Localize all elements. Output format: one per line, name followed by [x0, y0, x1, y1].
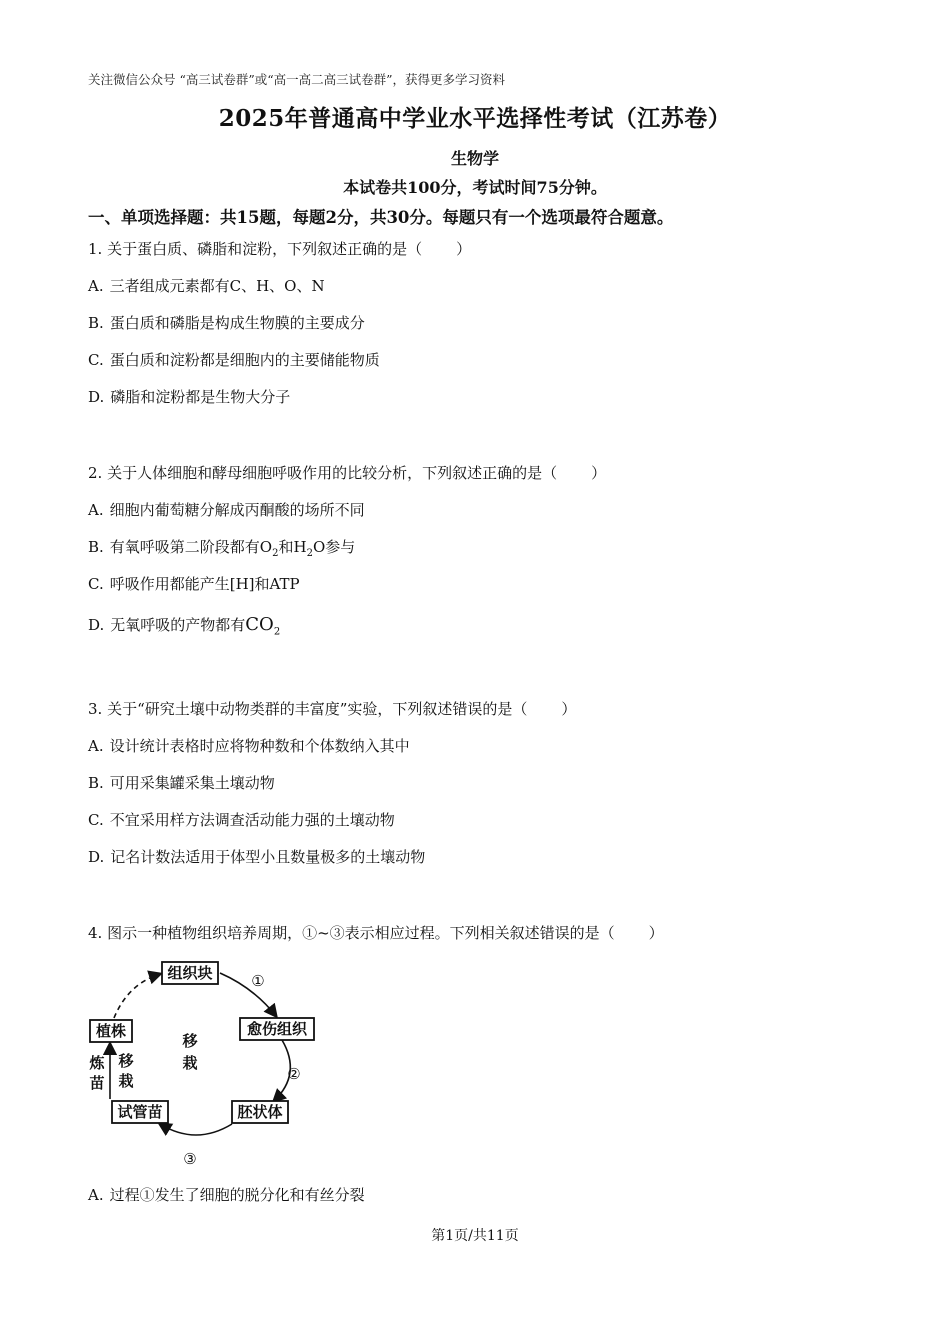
question-stem-text: 3. 关于“研究土壤中动物类群的丰富度”实验，下列叙述错误的是（: [88, 700, 528, 718]
question-stem-end: ）: [591, 464, 607, 482]
question-2-option-a: [88, 499, 365, 520]
question-stem-end: ）: [561, 700, 577, 718]
option-label: A.: [88, 1186, 104, 1204]
option-text: 和H: [278, 538, 307, 556]
option-text: 蛋白质和磷脂是构成生物膜的主要成分: [109, 314, 365, 332]
question-2-option-b: [88, 536, 355, 559]
option-text: 可用采集罐采集土壤动物: [109, 774, 275, 792]
option-text: 设计统计表格时应将物种数和个体数纳入其中: [109, 737, 410, 755]
question-stem-text: 1. 关于蛋白质、磷脂和淀粉，下列叙述正确的是（: [88, 240, 423, 258]
option-text: O参与: [312, 538, 356, 556]
question-1-option-b: [88, 312, 365, 333]
question-1-option-c: [88, 349, 380, 370]
option-label: A.: [88, 277, 104, 295]
option-label: A.: [88, 501, 104, 519]
question-stem-end: ）: [648, 924, 664, 942]
step-label-3: ③: [183, 1152, 197, 1168]
arrow-step-3: [160, 1124, 232, 1135]
option-text: 不宜采用样方法调查活动能力强的土壤动物: [109, 811, 395, 829]
option-text: 磷脂和淀粉都是生物大分子: [110, 388, 291, 406]
question-3-option-b: [88, 772, 275, 793]
question-1-option-d: [88, 386, 290, 407]
option-label: B.: [88, 538, 104, 556]
co2-formula: [245, 614, 281, 638]
step-label-1: ①: [251, 974, 265, 990]
question-stem-text: 4. 图示一种植物组织培养周期，①~③表示相应过程。下列相关叙述错误的是（: [88, 924, 615, 942]
option-label: C.: [88, 575, 104, 593]
option-text: 有氧呼吸第二阶段都有O: [109, 538, 273, 556]
tissue-culture-diagram: [86, 958, 326, 1174]
exam-title: 2025年普通高中学业水平选择性考试（江苏卷）: [218, 105, 732, 132]
question-4-option-a: [88, 1184, 365, 1205]
center-label-bottom: 栽: [182, 1056, 198, 1072]
option-label: A.: [88, 737, 104, 755]
question-1-stem: [88, 238, 471, 259]
question-2-option-c: [88, 573, 300, 594]
question-3-option-a: [88, 735, 410, 756]
question-2-stem: [88, 462, 606, 483]
arrow-step-1: [220, 973, 276, 1016]
option-label: D.: [88, 616, 105, 634]
option-label: D.: [88, 388, 105, 406]
question-stem-end: ）: [456, 240, 472, 258]
subscript: 2: [272, 548, 279, 559]
option-label: B.: [88, 774, 104, 792]
option-text: 记名计数法适用于体型小且数量极多的土壤动物: [110, 848, 426, 866]
center-label-top: 移: [182, 1034, 198, 1050]
option-text: 三者组成元素都有C、H、O、N: [109, 277, 325, 295]
question-1-option-a: [88, 275, 325, 296]
question-3-option-d: [88, 846, 425, 867]
option-text: 无氧呼吸的产物都有: [110, 616, 246, 634]
question-3-stem: [88, 698, 576, 719]
option-label: D.: [88, 848, 105, 866]
option-text: 过程①发生了细胞的脱分化和有丝分裂: [109, 1186, 365, 1204]
question-4-stem: [88, 922, 664, 943]
left-label-harden-top: 炼: [89, 1056, 105, 1072]
arrow-dashed-return: [114, 974, 160, 1018]
node-callus: 愈伤组织: [246, 1022, 308, 1038]
node-plant: 植株: [95, 1024, 127, 1040]
left-label-transplant-bottom: 栽: [118, 1074, 134, 1090]
question-stem-text: 2. 关于人体细胞和酵母细胞呼吸作用的比较分析，下列叙述正确的是（: [88, 464, 558, 482]
left-label-harden-bottom: 苗: [89, 1076, 105, 1092]
page-footer: 第1页/共11页: [431, 1228, 519, 1244]
node-embryoid: 胚状体: [237, 1105, 283, 1121]
option-text: 细胞内葡萄糖分解成丙酮酸的场所不同: [109, 501, 365, 519]
subscript: 2: [273, 626, 281, 638]
option-label: C.: [88, 811, 104, 829]
option-label: C.: [88, 351, 104, 369]
left-label-transplant-top: 移: [118, 1054, 134, 1070]
top-note: 关注微信公众号 “高三试卷群”或“高一高二高三试卷群”，获得更多学习资料: [88, 72, 506, 87]
exam-info: 本试卷共100分，考试时间75分钟。: [343, 178, 607, 197]
node-test-tube-seedling: 试管苗: [117, 1105, 163, 1121]
node-tissue-block: 组织块: [167, 966, 213, 982]
question-3-option-c: [88, 809, 395, 830]
option-label: B.: [88, 314, 104, 332]
option-text: 蛋白质和淀粉都是细胞内的主要储能物质: [109, 351, 380, 369]
section-heading: 一、单项选择题：共15题，每题2分，共30分。每题只有一个选项最符合题意。: [88, 208, 674, 227]
subject-heading: 生物学: [450, 149, 499, 168]
formula-text: CO: [245, 614, 274, 635]
option-text: 呼吸作用都能产生[H]和ATP: [109, 575, 300, 593]
question-2-option-d: [88, 614, 280, 638]
step-label-2: ②: [287, 1067, 301, 1083]
subscript: 2: [306, 548, 313, 559]
